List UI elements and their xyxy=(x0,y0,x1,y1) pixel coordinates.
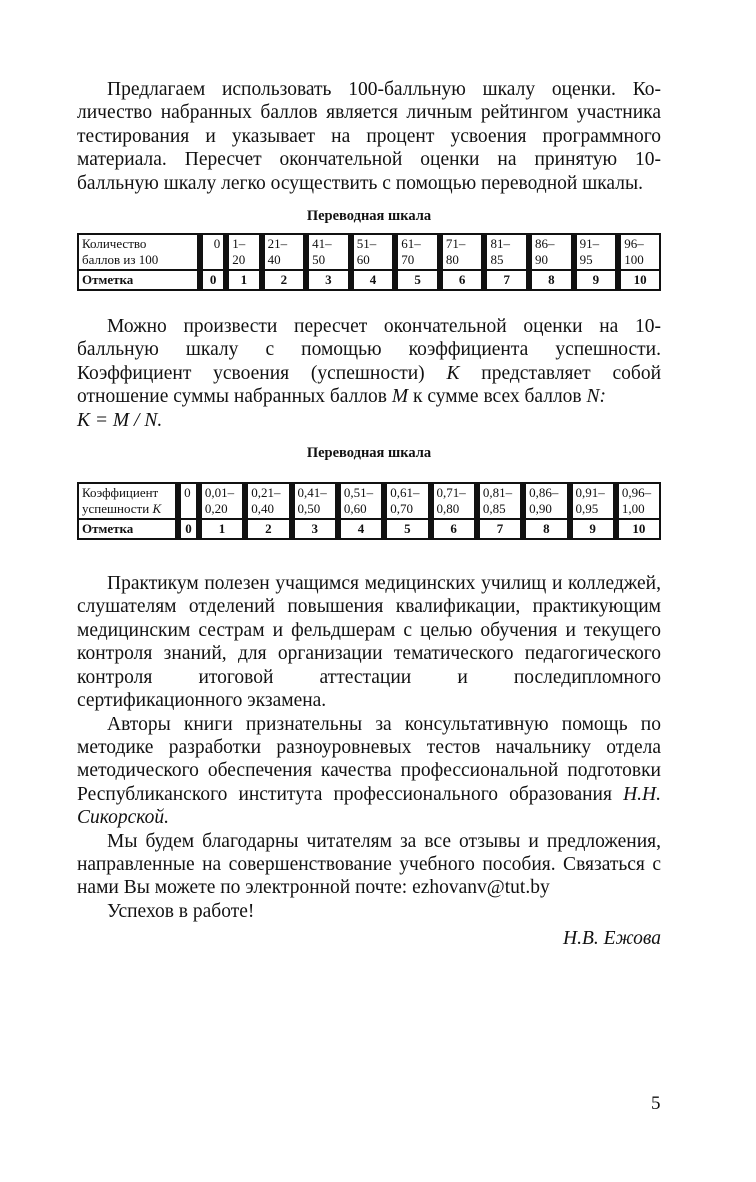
table2-grade-cell: 10 xyxy=(616,519,660,539)
table1-grades-row xyxy=(78,270,660,290)
table1-grade-cell: 0 xyxy=(200,270,226,290)
table2-row-label: Коэффициент успешности K xyxy=(82,485,162,517)
table2-range-cell: 0,71– 0,80 xyxy=(431,483,477,519)
table1-range-cell: 41– 50 xyxy=(306,234,351,270)
table2-range-cell: 0,91– 0,95 xyxy=(570,483,616,519)
coefficient-paragraph: Можно произвести пересчет окончательной оценки на 10-балльную шкалу с помощью коэффициента успешности. Коэффициент усвоения (успешности) K представляет собой отношение суммы набранных баллов M к сумме всех баллов N: xyxy=(77,316,662,408)
table2-range-cell: 0,21– 0,40 xyxy=(245,483,291,519)
table1-range-cell: 81– 85 xyxy=(484,234,529,270)
table1-grade-cell: 1 xyxy=(226,270,261,290)
score-conversion-table xyxy=(77,233,661,291)
page-content xyxy=(77,78,661,951)
k-symbol: K xyxy=(446,362,460,384)
table2-grade-cell: 6 xyxy=(431,519,477,539)
table1-grade-cell: 5 xyxy=(395,270,440,290)
table2-range-cell: 0,96– 1,00 xyxy=(616,483,660,519)
table2-grade-cell: 1 xyxy=(199,519,245,539)
n-symbol: N: xyxy=(586,386,607,408)
table1-range-cell: 61– 70 xyxy=(395,234,440,270)
table1-grade-cell: 7 xyxy=(484,270,529,290)
table1-range-cell: 91– 95 xyxy=(574,234,619,270)
table1-range-cell: 0 xyxy=(200,234,226,270)
table2-range-cell: 0,41– 0,50 xyxy=(292,483,338,519)
table1-range-cell: 86– 90 xyxy=(529,234,574,270)
coefficient-conversion-table xyxy=(77,482,661,540)
table1-range-cell: 51– 60 xyxy=(351,234,396,270)
table2-grade-cell: 5 xyxy=(384,519,430,539)
table2-grade-cell: 3 xyxy=(292,519,338,539)
table2-grade-cell: 2 xyxy=(245,519,291,539)
table1-row-label: Количество баллов из 100 xyxy=(82,236,159,268)
author-signature: Н.В. Ежова xyxy=(562,928,661,950)
table1-range-cell: 21– 40 xyxy=(262,234,307,270)
table1-ranges-row xyxy=(78,234,660,270)
table2-range-cell: 0,81– 0,85 xyxy=(477,483,523,519)
acknowledged-person: Н.Н. Сикорской. xyxy=(77,783,661,829)
table2-grade-cell: 7 xyxy=(477,519,523,539)
table1-grade-cell: 3 xyxy=(306,270,351,290)
table1-range-cell: 71– 80 xyxy=(440,234,485,270)
table2-ranges-row xyxy=(78,483,660,519)
table1-grade-cell: 2 xyxy=(262,270,307,290)
table1-grade-cell: 9 xyxy=(574,270,619,290)
audience-paragraph: Практикум полезен учащимся медицинских училищ и колледжей, слушателям отделений повышения квалификации, практикующим медицинским сестрам и фельдшерам с целью обучения и текущего контроля знаний, для организации тематического педагогического контроля итоговой аттестации и последипломного сертификационного экзамена. xyxy=(77,573,661,712)
formula: K = M / N. xyxy=(77,409,163,431)
table2-range-cell: 0,61– 0,70 xyxy=(384,483,430,519)
table2-range-cell: 0,01– 0,20 xyxy=(199,483,245,519)
table2-grade-cell: 0 xyxy=(178,519,199,539)
table1-caption: Переводная шкала xyxy=(306,208,432,225)
table1-grade-cell: 6 xyxy=(440,270,485,290)
table2-range-cell: 0 xyxy=(178,483,199,519)
table1-grade-cell: 4 xyxy=(351,270,396,290)
table1-grade-cell: 10 xyxy=(618,270,660,290)
contact-paragraph: Мы будем благодарны читателям за все отзывы и предложения, направленные на совершенствование учебного пособия. Связаться с нами Вы можете по электронной почте: ezhovanv@tut.by xyxy=(77,830,661,899)
table2-grade-cell: 9 xyxy=(570,519,616,539)
intro-paragraph: Предлагаем использовать 100-балльную шкалу оценки. Количество набранных баллов является личным рейтингом участника тестирования и указывает на процент усвоения программного материала. Пересчет окончательной оценки на принятую 10-балльную шкалу легко осуществить с помощью переводной шкалы. xyxy=(77,79,661,194)
table2-grade-cell: 8 xyxy=(523,519,569,539)
table1-grade-label: Отметка xyxy=(78,270,200,290)
table2-grade-cell: 4 xyxy=(338,519,384,539)
table2-caption: Переводная шкала xyxy=(306,445,432,462)
table2-range-cell: 0,86– 0,90 xyxy=(523,483,569,519)
table1-grade-cell: 8 xyxy=(529,270,574,290)
acknowledgement-paragraph: Авторы книги признательны за консультативную помощь по методике разработки разноуровневых тестов начальнику отдела методического обеспечения качества профессиональной подготовки Республиканского института профессионального образования Н.Н. Сикорской. xyxy=(77,713,661,829)
table2-range-cell: 0,51– 0,60 xyxy=(338,483,384,519)
table2-grades-row xyxy=(78,519,660,539)
wishes-paragraph: Успехов в работе! xyxy=(107,900,255,922)
table1-range-cell: 1– 20 xyxy=(226,234,261,270)
page-number: 5 xyxy=(651,1093,661,1114)
table2-grade-label: Отметка xyxy=(78,519,178,539)
m-symbol: M xyxy=(391,386,409,408)
table1-range-cell: 96– 100 xyxy=(618,234,660,270)
